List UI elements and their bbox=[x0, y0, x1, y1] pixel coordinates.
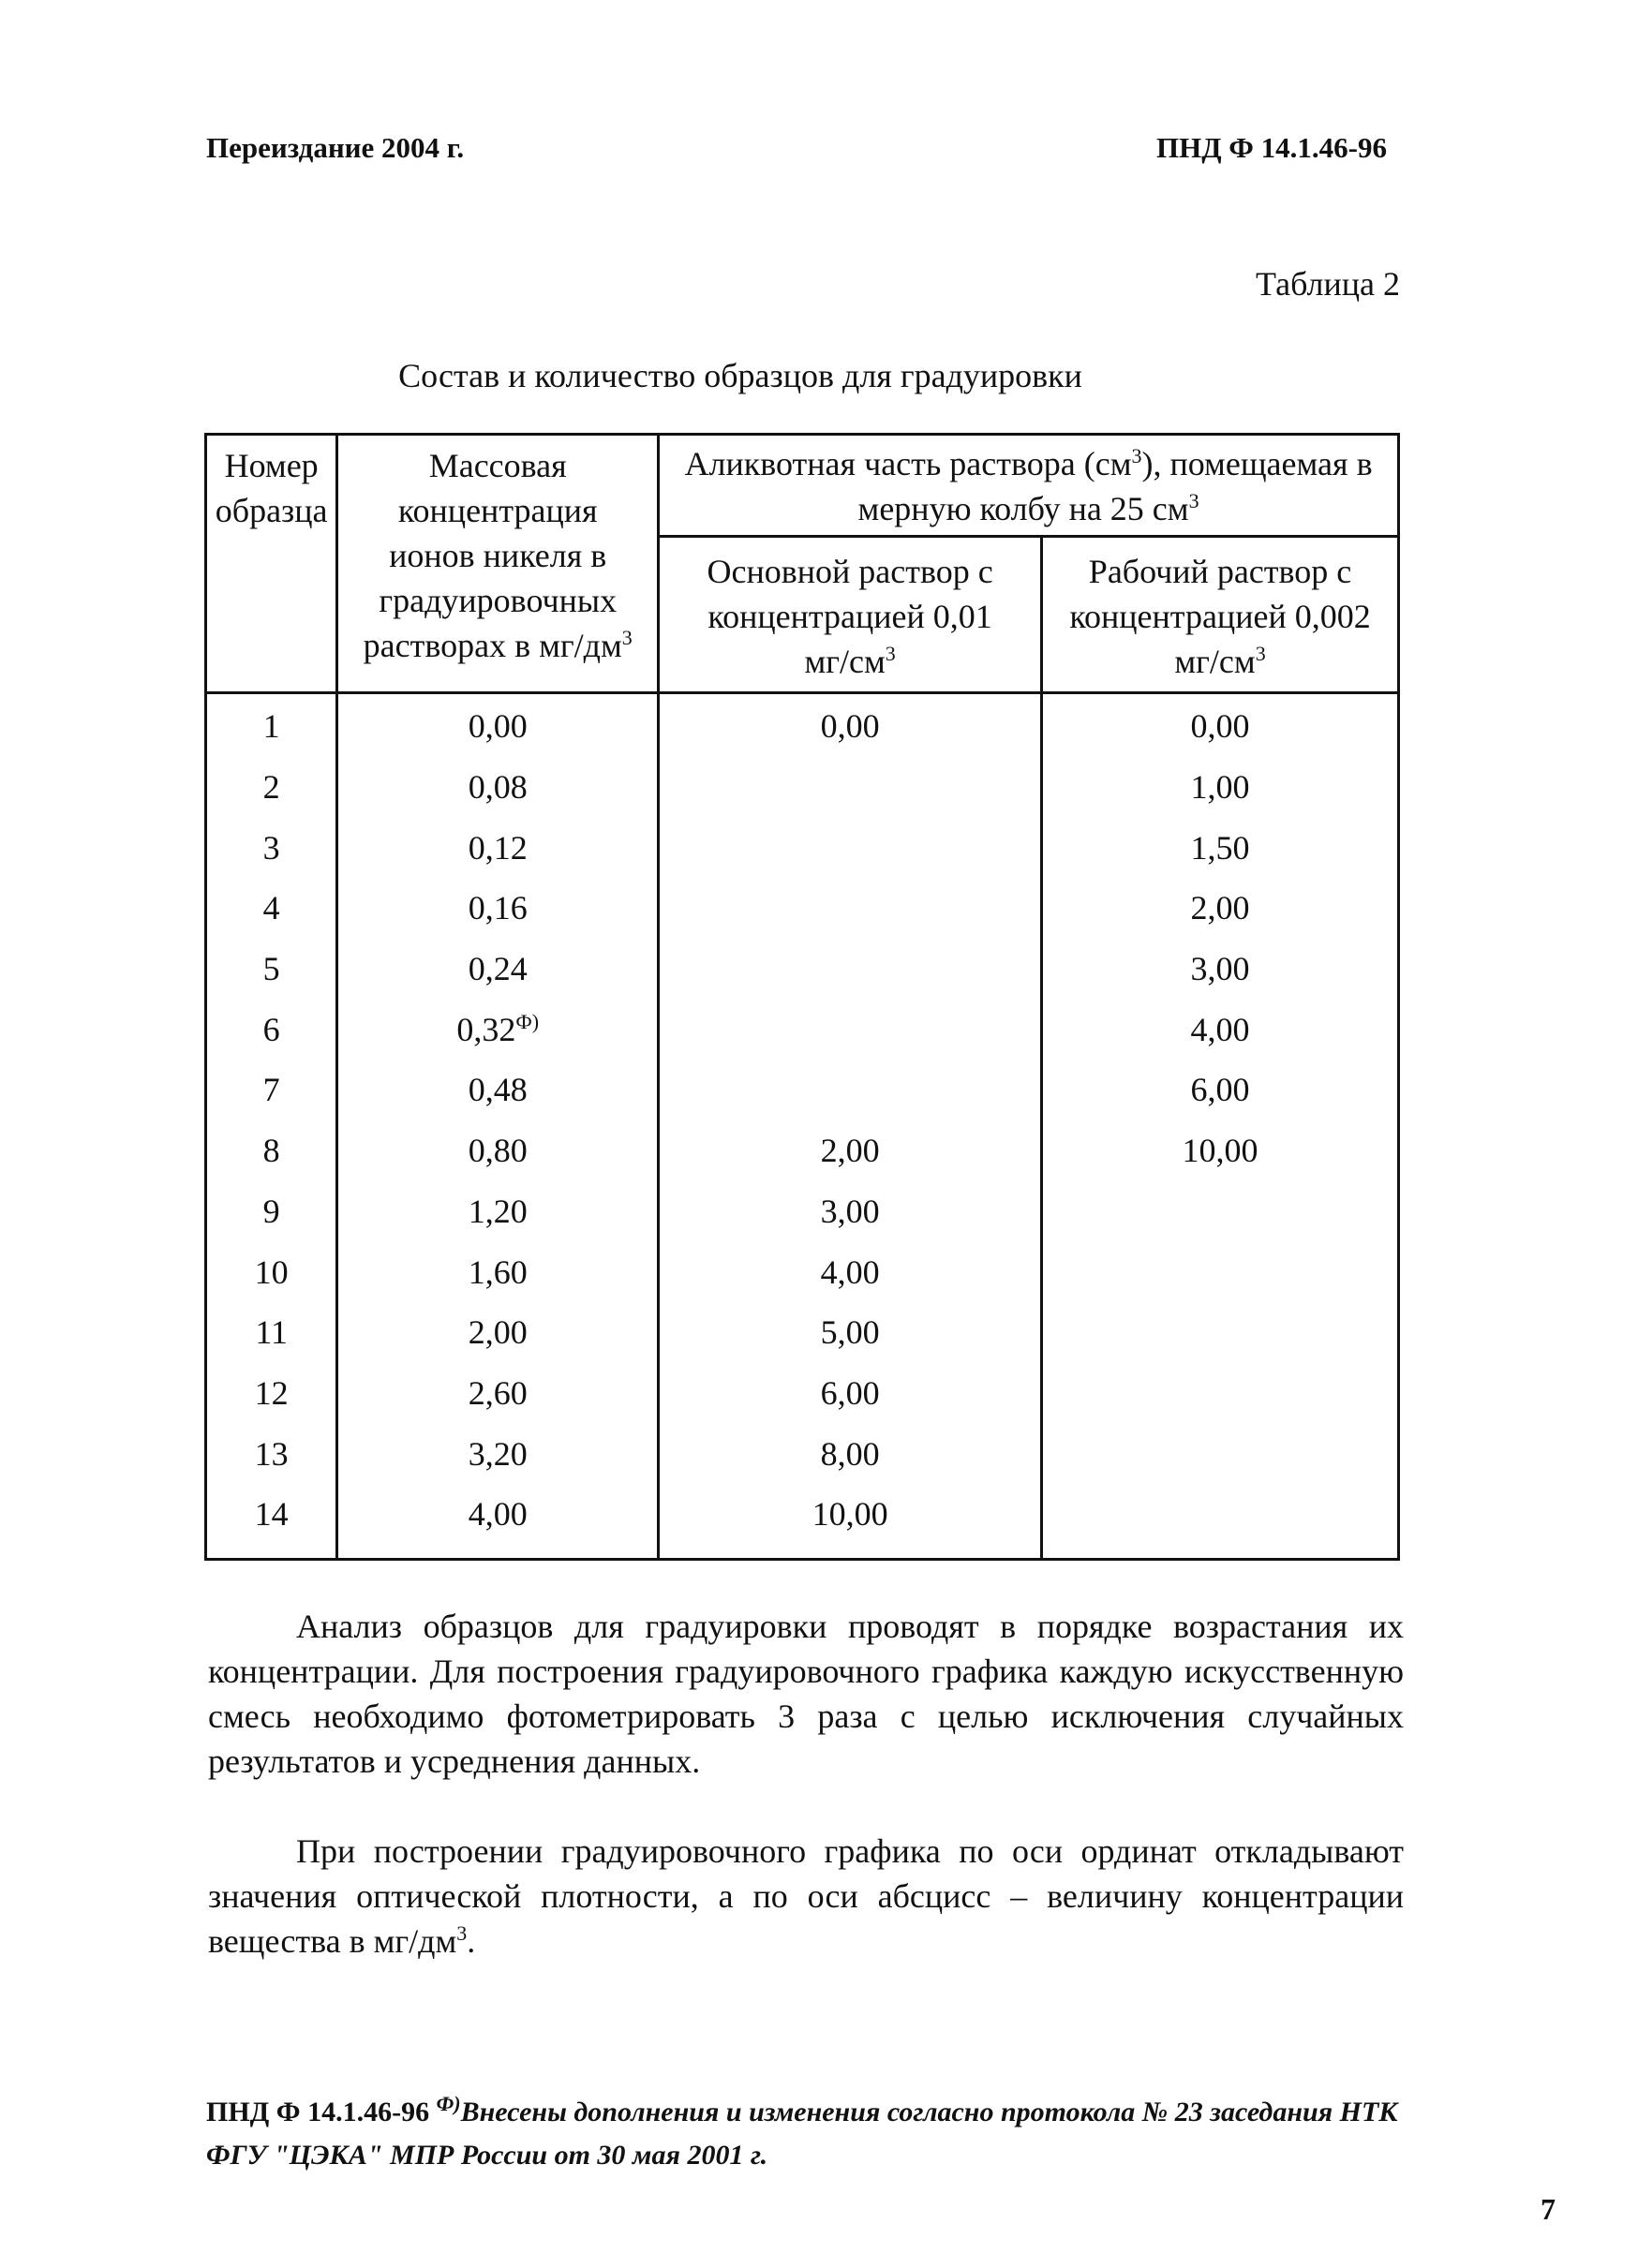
cell-stock-volume bbox=[659, 878, 1042, 939]
cell-stock-volume: 6,00 bbox=[659, 1363, 1042, 1424]
table-row bbox=[206, 693, 1399, 757]
calibration-table bbox=[204, 433, 1400, 1561]
cell-sample-number: 8 bbox=[206, 1120, 337, 1181]
cell-stock-volume: 8,00 bbox=[659, 1423, 1042, 1484]
cell-sample-number: 12 bbox=[206, 1363, 337, 1424]
footnote-doc-code: ПНД Ф 14.1.46-96 bbox=[206, 2097, 430, 2127]
cell-working-volume bbox=[1042, 1241, 1399, 1302]
cell-concentration: 0,80 bbox=[337, 1120, 659, 1181]
table-row bbox=[206, 878, 1399, 939]
col-header-sample-number: Номер образца bbox=[206, 435, 337, 693]
table-row bbox=[206, 1241, 1399, 1302]
table-row bbox=[206, 939, 1399, 1000]
cell-working-volume: 1,50 bbox=[1042, 817, 1399, 878]
cell-concentration: 0,16 bbox=[337, 878, 659, 939]
footnote-text: Внесены дополнения и изменения согласно протокола № 23 заседания НТК ФГУ "ЦЭКА" МПР России от 30 мая 2001 г. bbox=[206, 2097, 1398, 2171]
table-row bbox=[206, 1363, 1399, 1424]
cell-stock-volume: 4,00 bbox=[659, 1241, 1042, 1302]
cell-working-volume: 4,00 bbox=[1042, 999, 1399, 1060]
cell-stock-volume: 5,00 bbox=[659, 1302, 1042, 1363]
cell-sample-number: 14 bbox=[206, 1484, 337, 1559]
cell-sample-number: 5 bbox=[206, 939, 337, 1000]
cell-stock-volume bbox=[659, 817, 1042, 878]
cell-sample-number: 4 bbox=[206, 878, 337, 939]
document-code: ПНД Ф 14.1.46-96 bbox=[1155, 131, 1387, 164]
cell-working-volume bbox=[1042, 1423, 1399, 1484]
table-title: Состав и количество образцов для градуировки bbox=[398, 357, 1082, 394]
cell-working-volume bbox=[1042, 1484, 1399, 1559]
col-header-working-solution: Рабочий раствор с концентрацией 0,002 $мг/см^3$ bbox=[1042, 537, 1399, 693]
footnote bbox=[206, 2091, 1415, 2177]
cell-concentration: 3,20 bbox=[337, 1423, 659, 1484]
cell-working-volume: 10,00 bbox=[1042, 1120, 1399, 1181]
cell-working-volume: 2,00 bbox=[1042, 878, 1399, 939]
cell-concentration: 0,00 bbox=[337, 693, 659, 757]
cell-stock-volume: 2,00 bbox=[659, 1120, 1042, 1181]
table-row bbox=[206, 1302, 1399, 1363]
cell-stock-volume bbox=[659, 1060, 1042, 1120]
col-header-mass-concentration: Массовая концентрация ионов никеля в градуировочных растворах в $мг/дм^3$ bbox=[337, 435, 659, 693]
cell-working-volume: 1,00 bbox=[1042, 757, 1399, 818]
footnote-mark: Ф) bbox=[436, 2092, 461, 2115]
table-label: Таблица 2 bbox=[1256, 265, 1400, 303]
cell-stock-volume: 0,00 bbox=[659, 693, 1042, 757]
cell-working-volume bbox=[1042, 1302, 1399, 1363]
cell-concentration: 4,00 bbox=[337, 1484, 659, 1559]
cell-working-volume: 3,00 bbox=[1042, 939, 1399, 1000]
cell-concentration: 2,00 bbox=[337, 1302, 659, 1363]
cell-concentration: 0,48 bbox=[337, 1060, 659, 1120]
cell-sample-number: 3 bbox=[206, 817, 337, 878]
table-row bbox=[206, 1060, 1399, 1120]
cell-working-volume: 6,00 bbox=[1042, 1060, 1399, 1120]
cell-sample-number: 7 bbox=[206, 1060, 337, 1120]
paragraph-analysis-order: Анализ образцов для градуировки проводят в порядке возрастания их концентрации. Для построения градуировочного графика каждую искусственную смесь необходимо фотометрировать 3 раза с целью исключения случайных результатов и усреднения данных. bbox=[208, 1608, 1404, 1780]
table-row bbox=[206, 1423, 1399, 1484]
table-row bbox=[206, 757, 1399, 818]
cell-working-volume bbox=[1042, 1181, 1399, 1242]
cell-stock-volume: 3,00 bbox=[659, 1181, 1042, 1242]
table-row bbox=[206, 999, 1399, 1060]
cell-concentration: 2,60 bbox=[337, 1363, 659, 1424]
cell-sample-number: 13 bbox=[206, 1423, 337, 1484]
table-row bbox=[206, 1484, 1399, 1559]
cell-concentration: 0,12 bbox=[337, 817, 659, 878]
cell-sample-number: 9 bbox=[206, 1181, 337, 1242]
col-header-stock-solution: Основной раствор с концентрацией 0,01 $мг/см^3$ bbox=[659, 537, 1042, 693]
cell-sample-number: 1 bbox=[206, 693, 337, 757]
col-header-aliquot-group: Аликвотная часть раствора $(см^3)$, помещаемая в мерную колбу на 25 $см^3$ bbox=[659, 435, 1399, 537]
page-number: 7 bbox=[1541, 2192, 1556, 2226]
table-row bbox=[206, 1120, 1399, 1181]
cell-sample-number: 11 bbox=[206, 1302, 337, 1363]
cell-concentration: $0,32^{Ф)}$ bbox=[337, 999, 659, 1060]
header-left-text: Переиздание 2004 г. bbox=[206, 131, 465, 164]
cell-sample-number: 10 bbox=[206, 1241, 337, 1302]
cell-sample-number: 6 bbox=[206, 999, 337, 1060]
footnote-mark: Ф) bbox=[515, 1009, 540, 1033]
table-row bbox=[206, 817, 1399, 878]
cell-working-volume bbox=[1042, 1363, 1399, 1424]
cell-concentration: 1,60 bbox=[337, 1241, 659, 1302]
cell-sample-number: 2 bbox=[206, 757, 337, 818]
cell-stock-volume bbox=[659, 939, 1042, 1000]
cell-concentration: 0,08 bbox=[337, 757, 659, 818]
paragraph-graph-axes: При построении градуировочного графика по оси ординат откладывают значения оптической плотности, а по оси абсцисс – величину концентрации вещества в $мг/дм^3$. bbox=[208, 1832, 1404, 1960]
cell-stock-volume: 10,00 bbox=[659, 1484, 1042, 1559]
cell-stock-volume bbox=[659, 757, 1042, 818]
table-row bbox=[206, 1181, 1399, 1242]
cell-concentration: 0,24 bbox=[337, 939, 659, 1000]
cell-stock-volume bbox=[659, 999, 1042, 1060]
cell-concentration: 1,20 bbox=[337, 1181, 659, 1242]
cell-working-volume: 0,00 bbox=[1042, 693, 1399, 757]
